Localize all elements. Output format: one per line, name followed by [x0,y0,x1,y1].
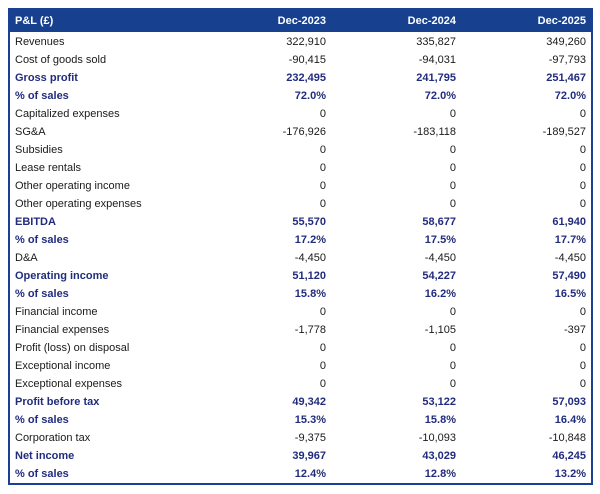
table-row [10,429,591,447]
row-value: 72.0% [554,90,586,102]
row-value: 15.3% [294,414,326,426]
row-value: 16.4% [554,414,586,426]
row-label: Corporation tax [15,432,91,444]
row-value: 335,827 [416,36,456,48]
row-value: 72.0% [424,90,456,102]
table-row [10,213,591,231]
row-value: 0 [449,198,456,210]
row-label: % of sales [15,468,69,480]
row-value: 57,490 [552,270,586,282]
row-value: 0 [319,180,326,192]
table-row [10,231,591,249]
row-value: 49,342 [292,396,326,408]
row-value: 72.0% [294,90,326,102]
row-label: D&A [15,252,38,264]
table-body [10,33,591,483]
row-value: 0 [449,306,456,318]
row-value: 58,677 [422,216,456,228]
row-value: 13.2% [554,468,586,480]
row-label: Revenues [15,36,65,48]
row-label: Capitalized expenses [15,108,120,120]
table-row [10,393,591,411]
table-row [10,195,591,213]
row-label: SG&A [15,126,46,138]
row-label: Subsidies [15,144,63,156]
row-value: -397 [563,324,586,336]
row-value: 53,122 [422,396,456,408]
row-label: % of sales [15,414,69,426]
row-value: 46,245 [552,450,586,462]
row-label: Exceptional income [15,360,111,372]
row-value: 0 [579,306,586,318]
row-value: 0 [449,342,456,354]
table-row [10,51,591,69]
row-label: Profit before tax [15,396,100,408]
row-value: -1,105 [424,324,456,336]
row-value: 12.8% [424,468,456,480]
row-label: Other operating income [15,180,130,192]
table-row [10,411,591,429]
row-value: 0 [319,198,326,210]
row-value: 51,120 [292,270,326,282]
row-value: 16.2% [424,288,456,300]
row-value: -189,527 [542,126,586,138]
table-header-dec-2025: Dec-2025 [537,15,586,27]
row-value: 15.8% [294,288,326,300]
row-value: 15.8% [424,414,456,426]
table-row [10,357,591,375]
table-header-title: P&L (£) [15,15,54,27]
row-value: 0 [579,360,586,372]
table-row [10,123,591,141]
row-value: 0 [579,198,586,210]
row-label: Financial income [15,306,98,318]
row-value: 0 [579,144,586,156]
table-row [10,159,591,177]
row-value: -183,118 [413,126,456,138]
row-value: -90,415 [288,54,326,66]
row-label: % of sales [15,288,69,300]
row-label: Gross profit [15,72,78,84]
row-value: 0 [579,378,586,390]
row-value: 0 [319,306,326,318]
row-label: % of sales [15,90,69,102]
row-label: Exceptional expenses [15,378,123,390]
row-value: -94,031 [418,54,456,66]
table-header-dec-2024: Dec-2024 [407,15,456,27]
row-value: 0 [579,180,586,192]
row-value: -10,093 [418,432,456,444]
row-value: -1,778 [294,324,326,336]
row-value: 0 [319,144,326,156]
row-value: -97,793 [548,54,586,66]
row-value: 0 [319,360,326,372]
row-value: -4,450 [554,252,586,264]
row-value: 0 [449,180,456,192]
table-row [10,69,591,87]
table-row [10,303,591,321]
row-value: 0 [319,342,326,354]
table-row [10,177,591,195]
row-label: Net income [15,450,75,462]
row-value: 17.7% [554,234,586,246]
table-row [10,447,591,465]
row-value: -9,375 [294,432,326,444]
table-row [10,33,591,51]
table-row [10,141,591,159]
row-label: % of sales [15,234,69,246]
row-value: 39,967 [292,450,326,462]
row-value: 322,910 [286,36,326,48]
row-label: Other operating expenses [15,198,142,210]
row-value: 0 [319,378,326,390]
row-value: 251,467 [546,72,586,84]
row-value: 0 [579,162,586,174]
row-value: 55,570 [292,216,326,228]
table-header-row [10,10,591,33]
table-row [10,285,591,303]
row-value: 0 [449,108,456,120]
row-label: Lease rentals [15,162,82,174]
row-label: EBITDA [15,216,56,228]
table-header-dec-2023: Dec-2023 [277,15,326,27]
pnl-table [8,8,593,485]
row-value: 0 [319,162,326,174]
row-value: 232,495 [286,72,326,84]
table-row [10,321,591,339]
table-row [10,105,591,123]
row-value: 57,093 [552,396,586,408]
table-row [10,465,591,483]
table-row [10,249,591,267]
row-value: 0 [449,360,456,372]
table-row [10,267,591,285]
row-value: -10,848 [548,432,586,444]
row-label: Profit (loss) on disposal [15,342,130,354]
row-label: Cost of goods sold [15,54,107,66]
row-value: 0 [319,108,326,120]
row-value: 16.5% [554,288,586,300]
table-row [10,339,591,357]
row-value: 17.5% [424,234,456,246]
row-label: Financial expenses [15,324,110,336]
row-value: 0 [579,108,586,120]
table-row [10,87,591,105]
row-value: 43,029 [422,450,456,462]
row-value: 0 [449,144,456,156]
row-value: -176,926 [282,126,326,138]
row-label: Operating income [15,270,109,282]
table-row [10,375,591,393]
row-value: 12.4% [294,468,326,480]
row-value: 349,260 [546,36,586,48]
row-value: -4,450 [424,252,456,264]
row-value: 0 [449,378,456,390]
row-value: 0 [579,342,586,354]
row-value: -4,450 [294,252,326,264]
row-value: 241,795 [416,72,456,84]
row-value: 0 [449,162,456,174]
row-value: 61,940 [552,216,586,228]
row-value: 54,227 [422,270,456,282]
row-value: 17.2% [294,234,326,246]
